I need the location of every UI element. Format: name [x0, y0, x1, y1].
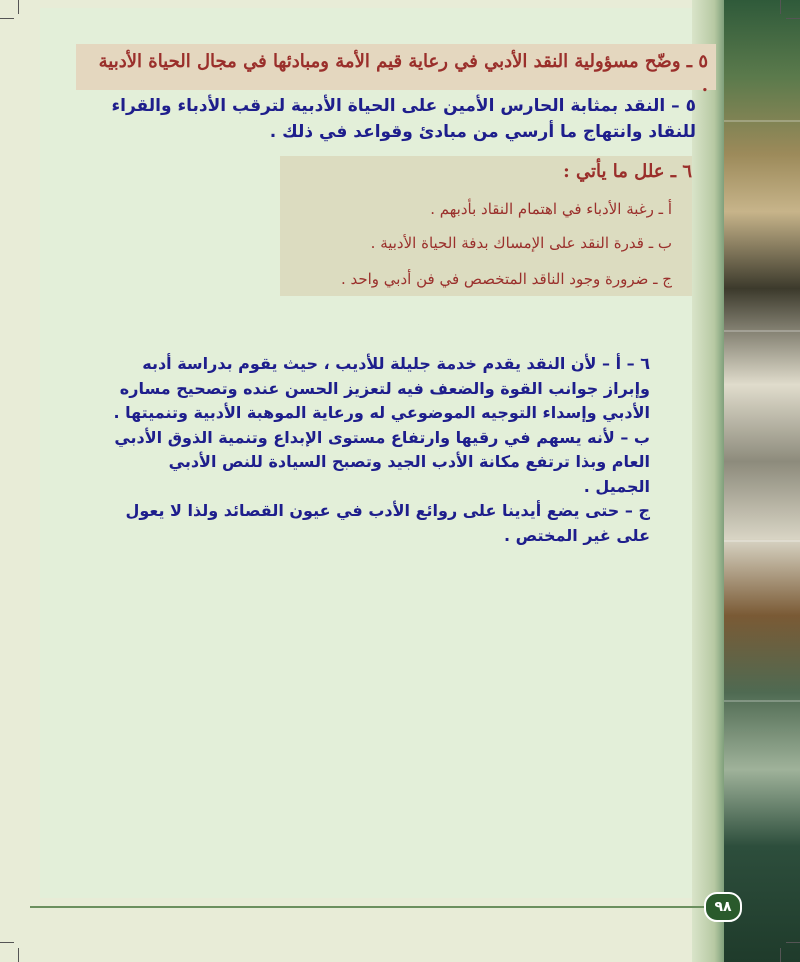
footer-divider: [30, 906, 704, 908]
question6-item-c: ج ـ ضرورة وجود الناقد المتخصص في فن أدبي واحد .: [340, 270, 672, 288]
question6-item-a: أ ـ رغبة الأدباء في اهتمام النقاد بأدبهم .: [430, 200, 672, 218]
crop-mark: [18, 948, 19, 962]
crop-mark: [786, 18, 800, 19]
answer6-block: [110, 352, 650, 548]
decorative-photo-strip: [722, 0, 800, 962]
question6-item-b: ب ـ قدرة النقد على الإمساك بدفة الحياة الأدبية .: [370, 234, 672, 252]
crop-mark: [780, 0, 781, 14]
answer6-part-b: ب – لأنه يسهم في رقيها وارتفاع مستوى الإبداع وتنمية الذوق الأدبي العام وبذا ترتفع مكانة الأدب الجيد وتصبح السيادة للنص الأدبي الجميل .: [114, 427, 650, 496]
crop-mark: [0, 18, 14, 19]
answer6-part-a: ٦ – أ – لأن النقد يقدم خدمة جليلة للأديب ، حيث يقوم بدراسة أدبه وإبراز جوانب القوة والضعف فيه لتعزيز الحسن عنده وتصحيح مساره الأدبي وإسداء التوجيه الموضوعي له ورعاية الموهبة الأدبية وتنميتها .: [113, 354, 650, 422]
crop-mark: [780, 948, 781, 962]
crop-mark: [786, 942, 800, 943]
crop-mark: [0, 942, 14, 943]
question5-text: ٥ ـ وضّح مسؤولية النقد الأدبي في رعاية قيم الأمة ومبادئها في مجال الحياة الأدبية .: [98, 51, 708, 96]
decorative-green-band: [692, 0, 724, 962]
page-number-badge: ٩٨: [704, 892, 742, 922]
answer5-text: ٥ – النقد بمثابة الحارس الأمين على الحياة الأدبية لترقب الأدباء والقراء للنقاد وانتهاج ما أرسي من مبادئ وقواعد في ذلك .: [111, 96, 696, 142]
crop-mark: [18, 0, 19, 14]
question6-title: ٦ ـ علل ما يأتي :: [563, 161, 692, 182]
answer6-part-c: ج – حتى يضع أيدينا على روائع الأدب في عيون القصائد ولذا لا يعول على غير المختص .: [125, 501, 650, 545]
